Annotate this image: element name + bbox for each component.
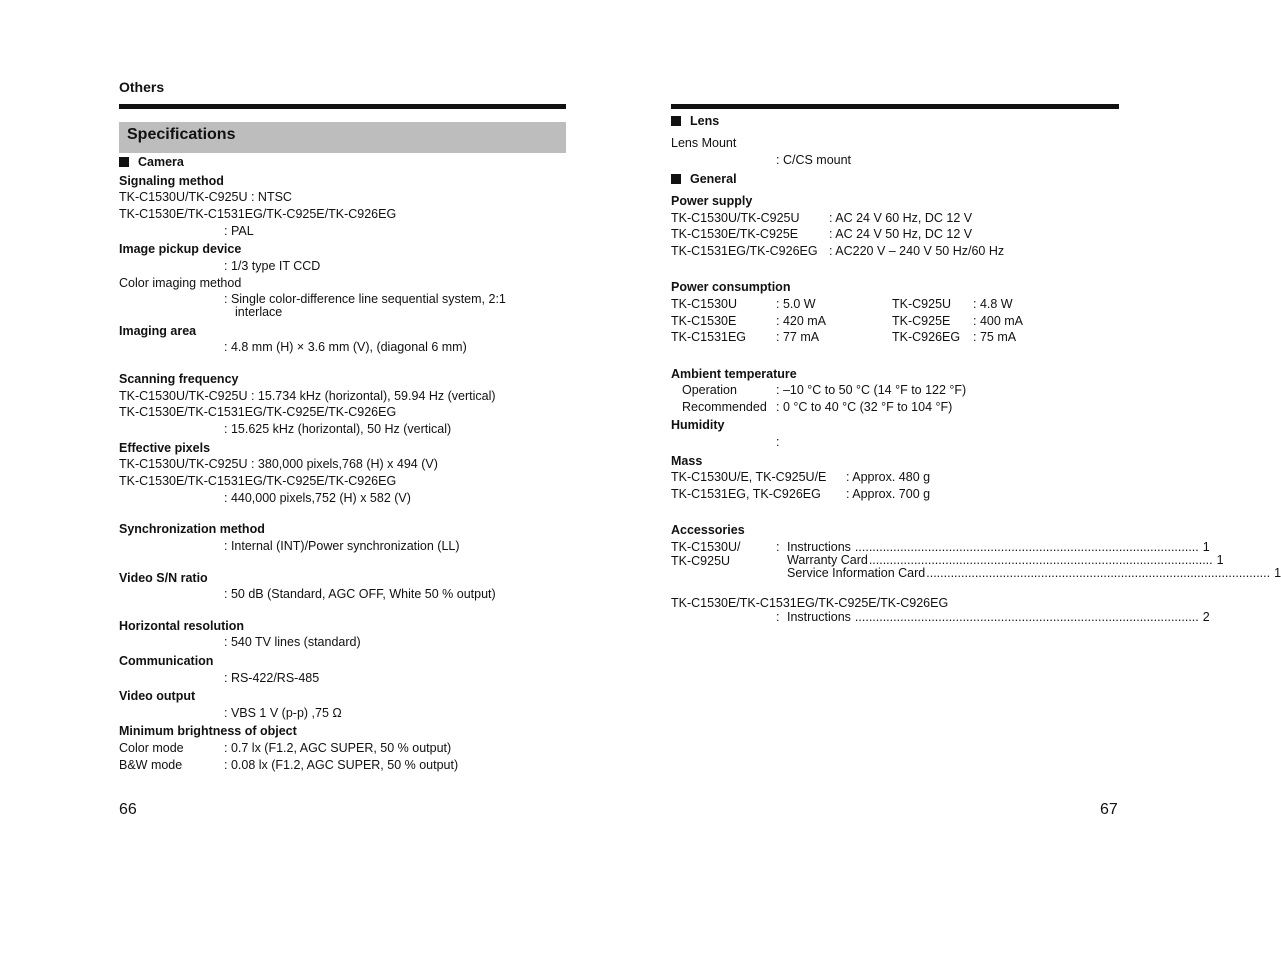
signaling-heading: Signaling method <box>119 174 224 188</box>
pc-model: TK-C1531EG <box>671 330 747 344</box>
pc-value: : 420 mA <box>776 314 827 328</box>
pc-value: : 5.0 W <box>776 297 816 311</box>
power-supply-value: : AC 24 V 50 Hz, DC 12 V <box>829 227 973 241</box>
mass-value: : Approx. 480 g <box>846 470 931 484</box>
sn-heading: Video S/N ratio <box>119 571 208 585</box>
pc-value: : 75 mA <box>973 330 1017 344</box>
accessory-item: Service Information Card ................................................................................................... 1 <box>787 566 1281 580</box>
sync-heading: Synchronization method <box>119 522 265 536</box>
signaling-line2: TK-C1530E/TK-C1531EG/TK-C925E/TK-C926EG <box>119 207 397 221</box>
mass-model: TK-C1530U/E, TK-C925U/E <box>671 470 827 484</box>
ambient-op-value: : –10 °C to 50 °C (14 °F to 122 °F) <box>776 383 967 397</box>
lens-heading: Lens <box>671 114 719 129</box>
color-imaging-value-cont: interlace <box>235 305 283 319</box>
color-mode-label: Color mode <box>119 741 184 755</box>
page-number-right: 67 <box>1100 801 1118 818</box>
bw-mode-value: : 0.08 lx (F1.2, AGC SUPER, 50 % output) <box>224 758 459 772</box>
scanning-line2: TK-C1530E/TK-C1531EG/TK-C925E/TK-C926EG <box>119 405 397 419</box>
pc-value: : 400 mA <box>973 314 1024 328</box>
power-supply-heading: Power supply <box>671 194 753 208</box>
ambient-rec-label: Recommended <box>682 400 767 414</box>
power-supply-model: TK-C1531EG/TK-C926EG <box>671 244 818 258</box>
ambient-rec-value: : 0 °C to 40 °C (32 °F to 104 °F) <box>776 400 953 414</box>
hres-heading: Horizontal resolution <box>119 619 244 633</box>
accessories-colon: : <box>776 610 780 624</box>
pixels-line3: : 440,000 pixels,752 (H) x 582 (V) <box>224 491 411 505</box>
camera-heading: Camera <box>119 155 184 170</box>
scanning-heading: Scanning frequency <box>119 372 239 386</box>
min-bright-heading: Minimum brightness of object <box>119 724 297 738</box>
accessories-model: TK-C1530U/ <box>671 540 741 554</box>
lens-mount-value: : C/CS mount <box>776 153 852 167</box>
pixels-line2: TK-C1530E/TK-C1531EG/TK-C925E/TK-C926EG <box>119 474 397 488</box>
power-supply-value: : AC220 V – 240 V 50 Hz/60 Hz <box>829 244 1005 258</box>
ambient-heading: Ambient temperature <box>671 367 797 381</box>
comm-heading: Communication <box>119 654 214 668</box>
header-rule-right <box>671 104 1119 109</box>
comm-value: : RS-422/RS-485 <box>224 671 320 685</box>
color-imaging-heading: Color imaging method <box>119 276 242 290</box>
accessories-model-group2: TK-C1530E/TK-C1531EG/TK-C925E/TK-C926EG <box>671 596 949 610</box>
signaling-line3: : PAL <box>224 224 254 238</box>
pc-value: : 4.8 W <box>973 297 1013 311</box>
general-heading: General <box>671 172 737 187</box>
pc-model: TK-C1530U <box>671 297 737 311</box>
page-title: Specifications <box>127 126 236 143</box>
pixels-heading: Effective pixels <box>119 441 211 455</box>
power-consumption-heading: Power consumption <box>671 280 791 294</box>
bw-mode-label: B&W mode <box>119 758 183 772</box>
accessory-item: Warranty Card ................................................................................................... 1 <box>787 553 1224 567</box>
ambient-op-label: Operation <box>682 383 737 397</box>
pc-model: TK-C926EG <box>892 330 961 344</box>
signaling-line1: TK-C1530U/TK-C925U : NTSC <box>119 190 292 204</box>
mass-value: : Approx. 700 g <box>846 487 931 501</box>
humidity-heading: Humidity <box>671 418 725 432</box>
accessories-colon: : <box>776 540 780 554</box>
lens-mount-label: Lens Mount <box>671 136 737 150</box>
imaging-area-value: : 4.8 mm (H) × 3.6 mm (V), (diagonal 6 mm) <box>224 340 467 354</box>
accessories-heading: Accessories <box>671 523 745 537</box>
sync-value: : Internal (INT)/Power synchronization (LL) <box>224 539 460 553</box>
square-bullet-icon <box>119 157 129 167</box>
vout-heading: Video output <box>119 689 196 703</box>
header-rule-left <box>119 104 566 109</box>
pickup-heading: Image pickup device <box>119 242 242 256</box>
square-bullet-icon <box>671 174 681 184</box>
page-number-left: 66 <box>119 801 137 818</box>
scanning-line1: TK-C1530U/TK-C925U : 15.734 kHz (horizontal), 59.94 Hz (vertical) <box>119 389 496 403</box>
sn-value: : 50 dB (Standard, AGC OFF, White 50 % output) <box>224 587 496 601</box>
pixels-line1: TK-C1530U/TK-C925U : 380,000 pixels,768 (H) x 494 (V) <box>119 457 438 471</box>
pc-model: TK-C925U <box>892 297 952 311</box>
mass-heading: Mass <box>671 454 703 468</box>
pc-model: TK-C925E <box>892 314 951 328</box>
accessories-model: TK-C925U <box>671 554 731 568</box>
section-label: Others <box>119 79 165 95</box>
imaging-area-heading: Imaging area <box>119 324 197 338</box>
color-imaging-value: : Single color-difference line sequential system, 2:1 <box>224 292 506 306</box>
pc-value: : 77 mA <box>776 330 820 344</box>
power-supply-value: : AC 24 V 60 Hz, DC 12 V <box>829 211 973 225</box>
vout-value: : VBS 1 V (p-p) ,75 Ω <box>224 706 342 720</box>
accessory-item: Instructions ................................................................................................... 2 <box>787 610 1210 624</box>
square-bullet-icon <box>671 116 681 126</box>
mass-model: TK-C1531EG, TK-C926EG <box>671 487 821 501</box>
pickup-value: : 1/3 type IT CCD <box>224 259 321 273</box>
power-supply-model: TK-C1530U/TK-C925U <box>671 211 800 225</box>
hres-value: : 540 TV lines (standard) <box>224 635 361 649</box>
color-mode-value: : 0.7 lx (F1.2, AGC SUPER, 50 % output) <box>224 741 452 755</box>
humidity-value: : <box>776 435 780 449</box>
scanning-line3: : 15.625 kHz (horizontal), 50 Hz (vertical) <box>224 422 452 436</box>
pc-model: TK-C1530E <box>671 314 737 328</box>
accessory-item: Instructions ................................................................................................... 1 <box>787 540 1210 554</box>
power-supply-model: TK-C1530E/TK-C925E <box>671 227 799 241</box>
